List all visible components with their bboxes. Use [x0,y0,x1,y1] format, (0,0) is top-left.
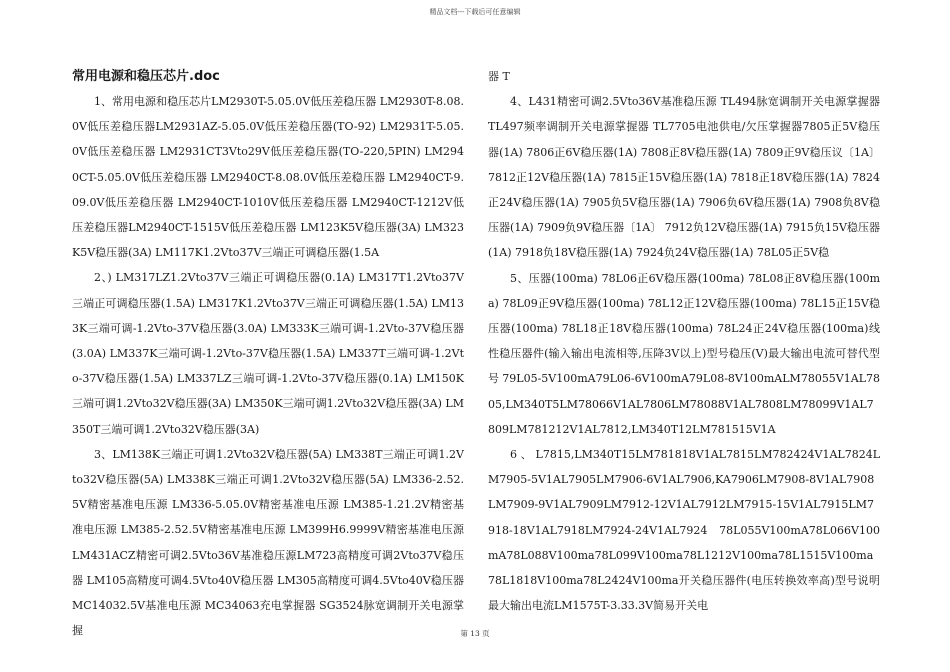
paragraph-4: 4、L431精密可调2.5Vto36V基准稳压源 TL494脉宽调制开关电源掌握器TL497频率调制开关电源掌握器 TL7705电池供电/欠压掌握器7805正5V稳压器(1A) 7806正6V稳压器(1A) 7808正8V稳压器(1A) 7809正9V稳压议〔1A〕 7812正12V稳压器(1A) 7815正15V稳压器(1A) 7818正18V稳压器(1A) 7824正24V稳压器(1A) 7905负5V稳压器(1A) 7906负6V稳压器(1A) 7908负8V稳压器(1A) 7909负9V稳压器〔1A〕 7912负12V稳压器(1A) 7915负15V稳压器(1A) 7918负18V稳压器(1A) 7924负24V稳压器(1A) 78L05正5V稳 [488,95,880,260]
left-column [72,64,464,643]
paragraph-5: 5、压器(100ma) 78L06正6V稳压器(100ma) 78L08正8V稳压器(100ma) 78L09正9V稳压器(100ma) 78L12正12V稳压器(100ma) 78L15正15V稳压器(100ma) 78L18正18V稳压器(100ma) 78L24正24V稳压器(100ma)线性稳压器件(输入输出电流相等,压降3V以上)型号稳压(V)最大输出电流可替代型号79L05-5V100mA79L06-6V100mA79L08-8V100mALM78055V1AL7805,LM340T5LM78066V1AL7806LM78088V1AL7808LM78099V1AL7809LM781212V1AL7812,LM340T12LM781515V1A [488,271,880,436]
right-column [488,64,880,618]
document-title: 常用电源和稳压芯片.doc [72,69,220,84]
paragraph-1: 1、常用电源和稳压芯片LM2930T-5.05.0V低压差稳压器 LM2930T-8.08.0V低压差稳压器LM2931AZ-5.05.0V低压差稳压器(TO-92) LM2931T-5.05.0V低压差稳压器 LM2931CT3Vto29V低压差稳压器(TO-220,5PIN) LM2940CT-5.05.0V低压差稳压器 LM2940CT-8.08.0V低压差稳压器 LM2940CT-9.09.0V低压差稳压器 LM2940CT-1010V低压差稳压器 LM2940CT-1212V低压差稳压器LM2940CT-1515V低压差稳压器 LM123K5V稳压器(3A) LM323K5V稳压器(3A) LM117K1.2Vto37V三端正可调稳压器(1.5A [72,95,464,260]
paragraph-2: 2、) LM317LZ1.2Vto37V三端正可调稳压器(0.1A) LM317T1.2Vto37V三端正可调稳压器(1.5A) LM317K1.2Vto37V三端正可调稳压器(1.5A) LM133K三端可调-1.2Vto-37V稳压器(3.0A) LM333K三端可调-1.2Vto-37V稳压器(3.0A) LM337K三端可调-1.2Vto-37V稳压器(1.5A) LM337T三端可调-1.2Vto-37V稳压器(1.5A) LM337LZ三端可调-1.2Vto-37V稳压器(0.1A) LM150K三端可调1.2Vto32V稳压器(3A) LM350K三端可调1.2Vto32V稳压器(3A) LM350T三端可调1.2Vto32V稳压器(3A) [72,271,464,436]
page-header: 精品文档---下载后可任意编辑 [429,8,521,16]
paragraph-3-continued: 器 T [488,70,510,83]
paragraph-6: 6、L7815,LM340T15LM781818V1AL7815LM782424V1AL7824LM7905-5V1AL7905LM7906-6V1AL7906,KA7906LM7908-8V1AL7908LM7909-9V1AL7909LM7912-12V1AL7912LM7915-15V1AL7915LM7918-18V1AL7918LM7924-24V1AL7924 78L055V100mA78L066V100mA78L088V100ma78L099V100ma78L1212V100ma78L1515V100ma78L1818V100ma78L2424V100ma开关稳压器件(电压转换效率高)型号说明最大输出电流LM1575T-3.33.3V简易开关电 [488,448,880,613]
page-number: 第 13 页 [460,629,490,638]
paragraph-3: 3、LM138K三端正可调1.2Vto32V稳压器(5A) LM338T三端正可调1.2Vto32V稳压器(5A) LM338K三端正可调1.2Vto32V稳压器(5A) LM336-2.52.5V精密基准电压源 LM336-5.05.0V精密基准电压源 LM385-1.21.2V精密基准电压源 LM385-2.52.5V精密基准电压源 LM399H6.9999V精密基准电压源 LM431ACZ精密可调2.5Vto36V基准稳压源LM723高精度可调2Vto37V稳压器 LM105高精度可调4.5Vto40V稳压器 LM305高精度可调4.5Vto40V稳压器MC14032.5V基准电压源 MC34063充电掌握器 SG3524脉宽调制开关电源掌握 [72,447,464,638]
